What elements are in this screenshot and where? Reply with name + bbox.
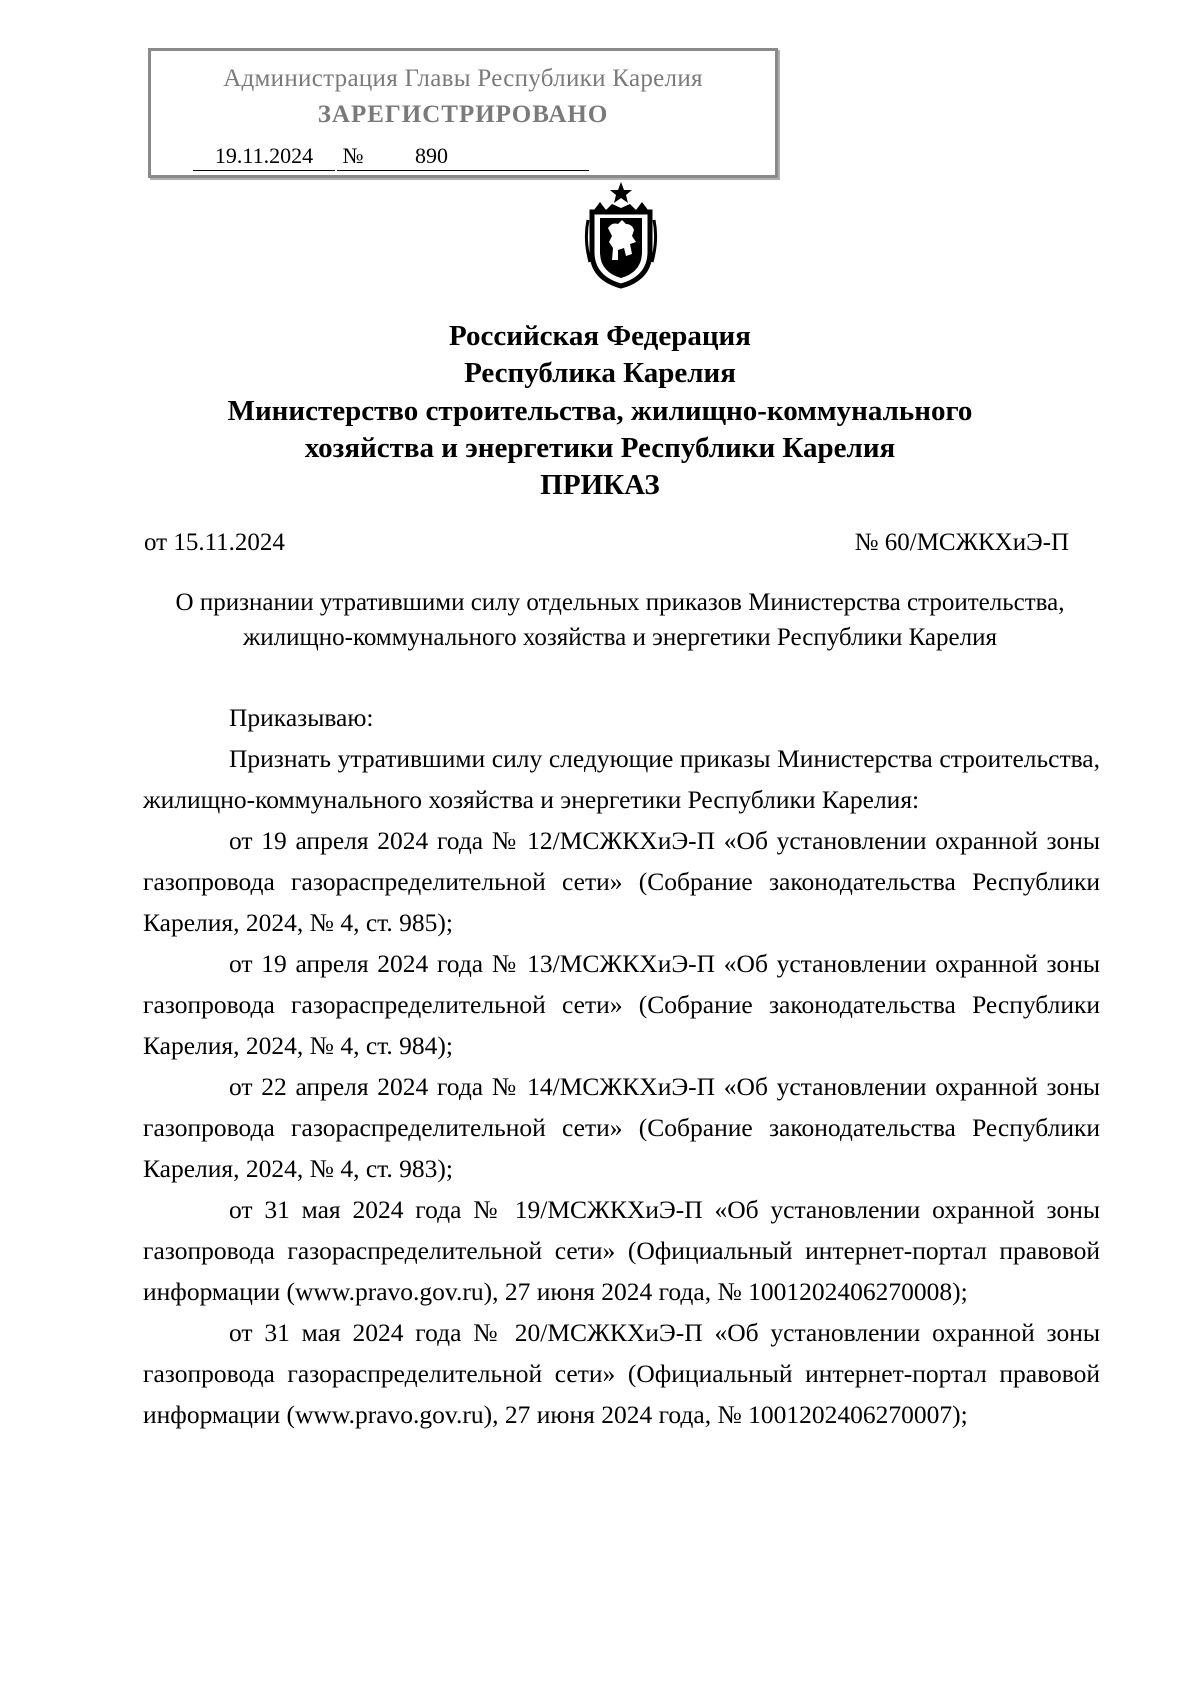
repealed-item: от 31 мая 2024 года № 20/МСЖКХиЭ-П «Об установлении охранной зоны газопровода газораспределительной сети» (Официальный интернет-портал правовой информации (www.pravo.gov.ru), 27 июня 2024 года, № 1001202406270007); [143,1318,1100,1429]
repealed-item: от 22 апреля 2024 года № 14/МСЖКХиЭ-П «Об установлении охранной зоны газопровода газораспределительной сети» (Собрание законодательства Республики Карелия, 2024, № 4, ст. 983); [143,1072,1100,1183]
order-date: от 15.11.2024 [144,529,285,556]
order-body [143,697,1100,1435]
repealed-item: от 19 апреля 2024 года № 13/МСЖКХиЭ-П «Об установлении охранной зоны газопровода газораспределительной сети» (Собрание законодательства Республики Карелия, 2024, № 4, ст. 984); [143,949,1100,1060]
header-ministry-line1: Министерство строительства, жилищно-коммунального [227,395,973,427]
stamp-number-sign: № [337,143,369,171]
order-command: Приказываю: [229,703,374,732]
repealed-item: от 19 апреля 2024 года № 12/МСЖКХиЭ-П «Об установлении охранной зоны газопровода газораспределительной сети» (Собрание законодательства Республики Карелия, 2024, № 4, ст. 985); [143,826,1100,937]
order-intro: Признать утратившими силу следующие приказы Министерства строительства, жилищно-коммунального хозяйства и энергетики Республики Карелия: [143,744,1100,814]
header-republic: Республика Карелия [464,357,736,389]
stamp-number: 890 [369,143,589,171]
karelia-coat-of-arms-icon [582,180,660,290]
registration-stamp [148,48,778,178]
stamp-authority: Администрация Главы Республики Карелия [223,65,703,92]
stamp-date: 19.11.2024 [193,143,335,171]
header-country: Российская Федерация [449,320,751,352]
order-number: № 60/МСЖКХиЭ-П [854,529,1069,556]
repealed-item: от 31 мая 2024 года № 19/МСЖКХиЭ-П «Об установлении охранной зоны газопровода газораспределительной сети» (Официальный интернет-портал правовой информации (www.pravo.gov.ru), 27 июня 2024 года, № 1001202406270008); [143,1195,1100,1306]
order-title: О признании утратившими силу отдельных приказов Министерства строительства, жилищно-коммунального хозяйства и энергетики Республики Карелия [175,589,1065,651]
document-type: ПРИКАЗ [540,469,660,501]
stamp-registered-label: ЗАРЕГИСТРИРОВАНО [317,101,609,128]
header-ministry-line2: хозяйства и энергетики Республики Карелия [304,432,896,464]
